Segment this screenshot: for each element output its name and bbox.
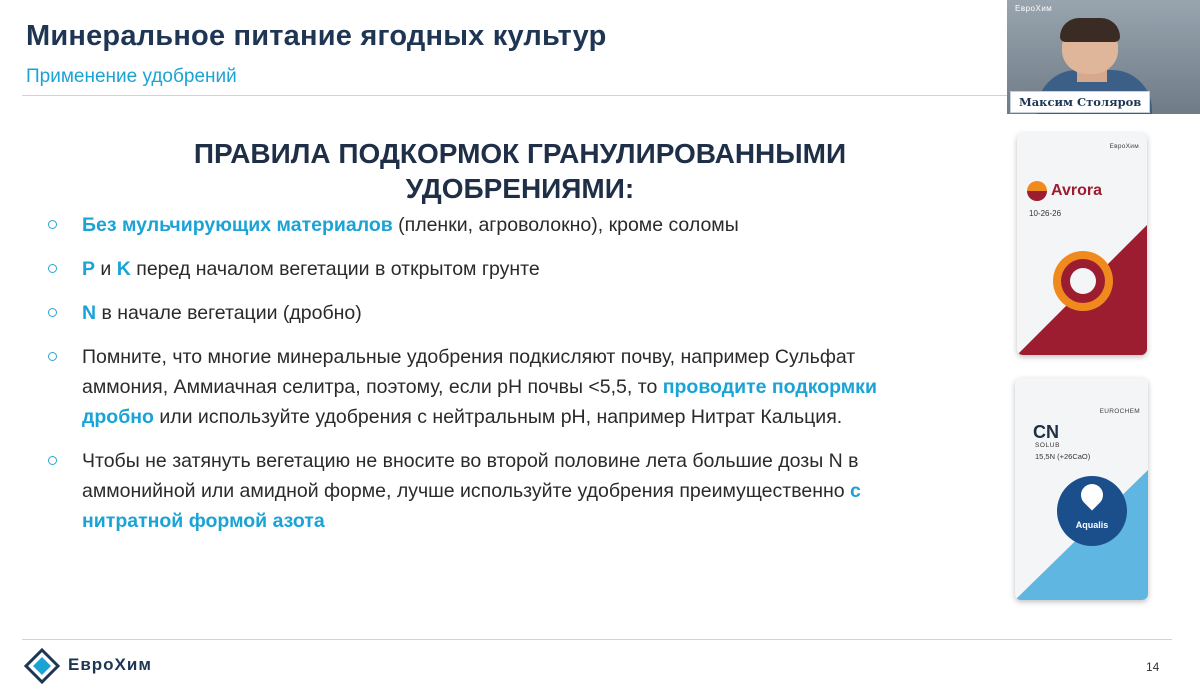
bullet-circle-icon [48, 456, 57, 465]
speaker-hair [1060, 18, 1120, 42]
speaker-webcam[interactable] [1007, 0, 1200, 114]
webcam-corner-logo: ЕвроХим [1015, 4, 1053, 13]
ring-graphic-inner [1070, 268, 1096, 294]
product-grade: 10-26-26 [1029, 209, 1062, 218]
avrora-logo-icon [1027, 181, 1047, 201]
list-item [40, 446, 940, 536]
bullet-text: или используйте удобрения с нейтральным pH, например Нитрат Кальция. [153, 406, 843, 428]
footer-brand: ЕвроХим [68, 655, 152, 674]
product-grade: 15,5N (+26CaO) [1035, 452, 1091, 461]
product-sub: SOLUB [1035, 442, 1061, 449]
rules-heading [110, 136, 930, 206]
list-item [40, 298, 940, 328]
bullet-highlight: с нитратной формой азота [82, 480, 861, 532]
bullet-circle-icon [48, 308, 57, 317]
slide-subtitle: Применение удобрений [26, 66, 237, 87]
rules-heading-line1: ПРАВИЛА ПОДКОРМОК ГРАНУЛИРОВАННЫМИ [193, 138, 847, 169]
bullet-highlight: P [82, 258, 96, 280]
bullet-highlight: N [82, 302, 97, 324]
bullet-text: и [95, 258, 117, 280]
bag-brand: EUROCHEM [1099, 408, 1140, 415]
bullet-text: в начале вегетации (дробно) [96, 302, 362, 324]
eurochem-logo-icon [24, 648, 60, 684]
bullet-highlight: проводите подкормки дробно [82, 376, 877, 428]
product-name: CN [1033, 422, 1059, 442]
bullet-circle-icon [48, 352, 57, 361]
bullet-circle-icon [48, 264, 57, 273]
bag-brand: ЕвроХим [1109, 143, 1139, 150]
slide-title: Минеральное питание ягодных культур [26, 20, 607, 52]
rules-list [40, 210, 940, 550]
rules-heading-line2: УДОБРЕНИЯМИ: [405, 173, 635, 204]
product-bag-cn [1015, 378, 1148, 600]
bullet-circle-icon [48, 220, 57, 229]
bullet-highlight: K [116, 258, 131, 280]
footer-divider [22, 639, 1172, 640]
bullet-text: перед началом вегетации в открытом грунте [130, 258, 540, 280]
product-bag-avrora [1017, 133, 1147, 355]
product-name: Avrora [1051, 182, 1102, 199]
page-number: 14 [1146, 660, 1160, 674]
list-item [40, 254, 940, 284]
bullet-text: (пленки, агроволокно), кроме соломы [392, 214, 739, 236]
aqualis-label: Aqualis [1075, 520, 1109, 530]
bullet-text: Помните, что многие минеральные удобрения подкисляют почву, например Сульфат аммония, Аммиачная селитра, поэтому, если pH почвы <5,5, то [82, 346, 856, 398]
bullet-highlight: Без мульчирующих материалов [82, 214, 393, 236]
list-item [40, 210, 940, 240]
speaker-name: Максим Столяров [1010, 91, 1150, 113]
header-divider [22, 95, 1007, 96]
list-item [40, 342, 940, 432]
bullet-text: Чтобы не затянуть вегетацию не вносите во второй половине лета большие дозы N в аммонийной или амидной форме, лучше используйте удобрения преимущественно [82, 450, 859, 502]
